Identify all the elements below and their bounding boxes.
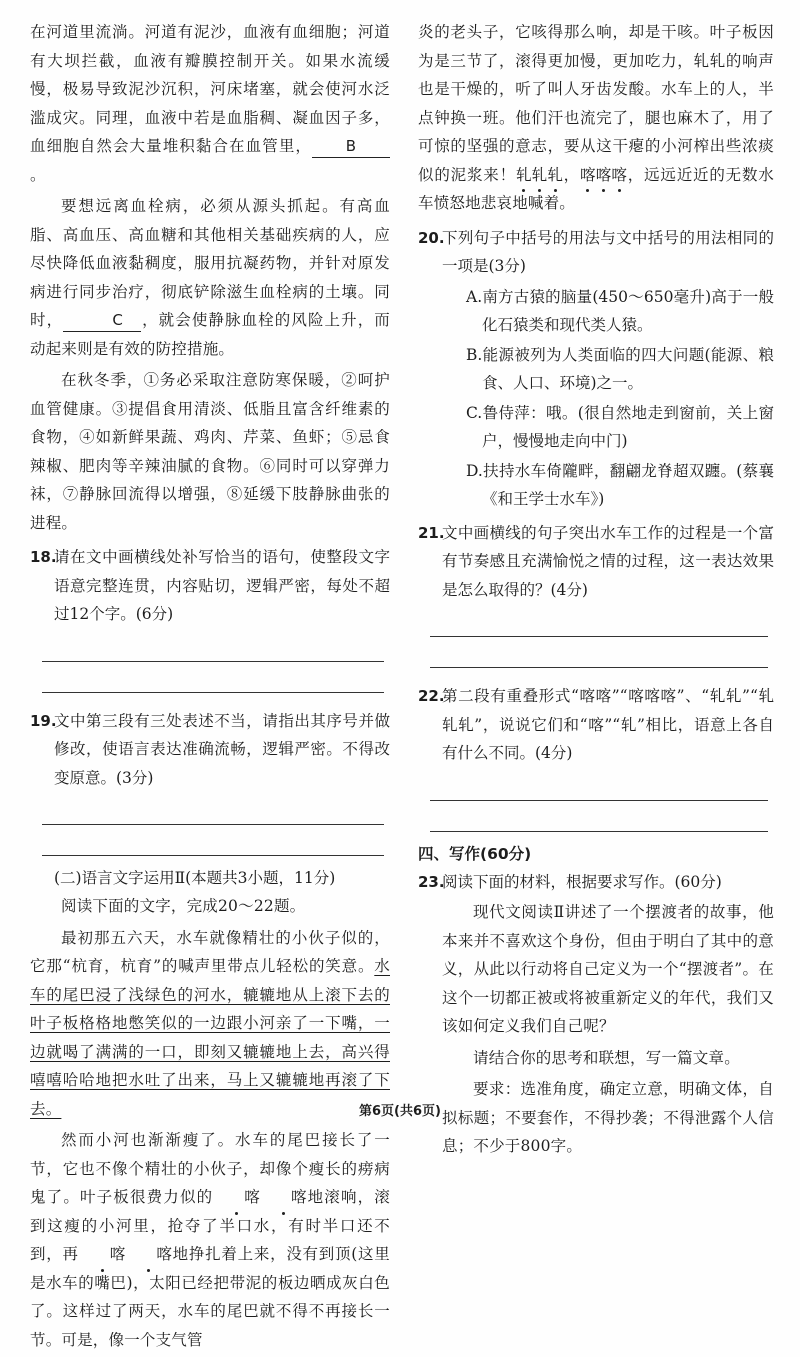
answer-line[interactable]: [430, 801, 768, 832]
answer-line[interactable]: [42, 825, 384, 856]
emphasis-char: 喀: [596, 161, 612, 190]
emphasis-char: 喀: [260, 1183, 307, 1212]
reading-text: 地滚响，滚到这瘦的小河里，抢夺了半口水，有时半口还不到，再: [30, 1188, 390, 1263]
reading-text: 炎的老头子，它咳得那么响，却是干咳。叶子板因为是三节了，滚得更加慢，更加吃力，轧轧的响声也是干燥的，听了叫人牙齿发酸。水车上的人，半点钟换一班。他们汗也流完了，腿也麻木了，用了可惊的坚强的意志，要从这干瘪的小河榨出些浓痰似的泥浆来！: [418, 23, 774, 184]
answer-line[interactable]: [430, 637, 768, 668]
reading-paragraph-2: [30, 1126, 390, 1354]
emphasis-char: 轧: [532, 161, 548, 190]
passage-paragraph-1: [30, 18, 390, 189]
emphasis-char: 喀: [213, 1183, 260, 1212]
answer-line[interactable]: [430, 770, 768, 801]
page-number: 第6页(共6页): [359, 1104, 441, 1119]
question-number: 23.: [418, 872, 445, 891]
question-text: 阅读下面的材料，根据要求写作。(60分): [442, 872, 722, 891]
emphasis-char: 喀: [125, 1240, 172, 1269]
writing-material: 现代文阅读Ⅱ讲述了一个摆渡者的故事，他本来并不喜欢这个身份，但由于明白了其中的意义，从此以行动将自己定义为一个“摆渡者”。在这个一切都正被或将被重新定义的年代，我们又该如何定义我们自己呢？: [442, 903, 774, 1035]
passage-text: 在河道里流淌。河道有泥沙，血液有血细胞；河道有大坝拦截，血液有瓣膜控制开关。如果水流缓慢，极易导致泥沙沉积，河床堵塞，就会使河水泛滥成灾。同理，血液中若是血脂稠、凝血因子多，血细胞自然会大量堆积黏合在血管里，: [30, 23, 390, 155]
answer-line[interactable]: [430, 606, 768, 637]
passage-paragraph-3: 在秋冬季，①务必采取注意防寒保暖，②呵护血管健康。③提倡食用清淡、低脂且富含纤维素的食物，④如新鲜果蔬、鸡肉、芹菜、鱼虾；⑤忌食辣椒、肥肉等辛辣油腻的食物。⑥同时可以穿弹力袜，⑦静脉回流得以增强，⑧延缓下肢静脉曲张的进程。: [30, 371, 390, 532]
option-c[interactable]: C.鲁侍萍：哦。(很自然地走到窗前，关上窗户，慢慢地走向中门): [466, 403, 774, 450]
writing-section-heading: 四、写作(60分): [418, 844, 532, 863]
question-19: [30, 707, 390, 793]
answer-line[interactable]: [42, 662, 384, 693]
emphasis-char: 轧: [547, 161, 563, 190]
question-23: [418, 868, 774, 897]
reading-paragraph-1: [30, 924, 390, 1124]
right-column: [418, 18, 774, 1164]
passage-text: 。: [30, 165, 46, 184]
answer-line[interactable]: [42, 631, 384, 662]
writing-task: 请结合你的思考和联想，写一篇文章。: [473, 1048, 740, 1067]
question-text: 第二段有重叠形式“喀喀”“喀喀喀”、“轧轧”“轧轧轧”，说说它们和“喀”“轧”相比，语意上各自有什么不同。(4分): [442, 687, 774, 762]
question-number: 19.: [30, 711, 57, 730]
question-number: 22.: [418, 687, 445, 705]
option-d[interactable]: D.扶持水车倚隴畔，翻翩龙脊超双躔。(蔡襄《和王学士水车》): [466, 461, 774, 508]
reading-text: 最初那五六天，水车就像精壮的小伙子似的，它那“杭育，杭育”的喊声里带点儿轻松的笑意。: [30, 928, 390, 975]
writing-requirements: 要求：选准角度，确定立意，明确文体，自拟标题；不要套作，不得抄袭；不得泄露个人信息；不少于800字。: [442, 1080, 774, 1155]
question-20: [418, 224, 774, 281]
emphasis-char: 喀: [79, 1240, 126, 1269]
emphasis-char: 喀: [611, 161, 627, 190]
reading-text: ，远远近近的无数水车愤怒地悲哀地喊着。: [418, 165, 775, 212]
question-number: 20.: [418, 228, 445, 247]
question-number: 18.: [30, 548, 57, 566]
answer-line[interactable]: [42, 794, 384, 825]
question-18: [30, 543, 390, 629]
option-b[interactable]: B.能源被列为人类面临的四大问题(能源、粮食、人口、环境)之一。: [466, 345, 774, 392]
question-21: [418, 519, 774, 605]
reading-text: 然而小河也渐渐瘦了。水车的尾巴接长了一节，它也不像个精壮的小伙子，却像个瘦长的痨病鬼了。叶子板很费力似的: [30, 1131, 390, 1206]
question-text: 文中第三段有三处表述不当，请指出其序号并做修改，使语言表达准确流畅，逻辑严密。不得改变原意。(3分): [54, 711, 390, 787]
reading-instruction: 阅读下面的文字，完成20～22题。: [61, 897, 306, 915]
question-text: 文中画横线的句子突出水车工作的过程是一个富有节奏感且充满愉悦之情的过程，这一表达效果是怎么取得的？(4分): [442, 523, 774, 599]
underlined-sentence: 水车的尾巴浸了浅绿色的河水，辘辘地从上滚下去的叶子板格格地憋笑似的一边跟小河亲了一下嘴，一边就喝了满满的一口，即刻又辘辘地上去，高兴得嘻嘻哈哈地把水吐了出来，马上又辘辘地再滚了下去。: [30, 957, 390, 1118]
passage-text: ，就会使静脉血栓的风险上升，而动起来则是有效的防控措施。: [30, 311, 390, 358]
passage-text: 要想远离血栓病，必须从源头抓起。有高血脂、高血压、高血糖和其他相关基础疾病的人，应尽快降低血液黏稠度，服用抗凝药物，并针对原发病进行同步治疗，彻底铲除滋生血栓病的土壤。同时，: [30, 197, 390, 329]
question-text: 下列句子中括号的用法与文中括号的用法相同的一项是(3分): [442, 228, 774, 275]
emphasis-char: 喀: [580, 161, 596, 190]
blank-c: C: [63, 309, 141, 332]
question-text: 请在文中画横线处补写恰当的语句，使整段文字语意完整连贯，内容贴切，逻辑严密，每处不超过12个字。(6分): [54, 548, 390, 623]
left-column: [30, 18, 390, 1357]
option-a[interactable]: A.南方古猿的脑量(450～650毫升)高于一般化石猿类和现代类人猿。: [466, 287, 774, 334]
question-number: 21.: [418, 523, 445, 542]
emphasis-char: 轧: [516, 161, 532, 190]
blank-b: B: [312, 135, 390, 158]
section-heading: (二)语言文字运用Ⅱ(本题共3小题，11分): [54, 869, 336, 887]
reading-text: 地挣扎着上来，没有到顶(这里是水车的嘴巴)，太阳已经把带泥的板边晒成灰白色了。这样过了两天，水车的尾巴就不得不再接长一节。可是，像一个支气管: [30, 1245, 390, 1349]
question-22: [418, 682, 774, 768]
passage-paragraph-2: [30, 192, 390, 363]
reading-paragraph-2-cont: [418, 18, 774, 218]
reading-text: ，: [563, 165, 580, 184]
